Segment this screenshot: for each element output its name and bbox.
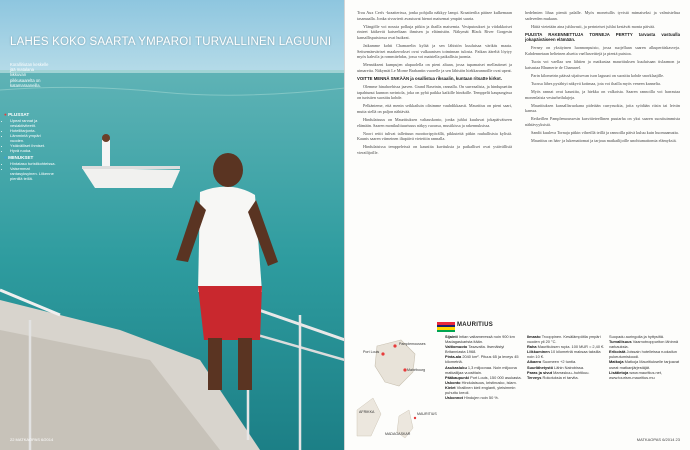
fact-label: Lisätietoja — [609, 369, 630, 375]
right-page — [345, 0, 690, 450]
plus-item: • Hotellitarjonta. — [10, 128, 56, 133]
pluses-title-text: PLUSSAT — [8, 112, 30, 117]
text-column-1 — [357, 10, 512, 310]
fact-label: Uskonnot — [445, 395, 465, 401]
factbox-title: MAURITIUS — [457, 322, 494, 328]
fact-label: Sijainti — [445, 334, 459, 339]
body-paragraph: Parin kilometrin päässä sijaitsevan ison laguuni on suosittu kohde snorklaajille. — [531, 72, 665, 78]
fact-text: 1,3 miljoonaa. Noin miljoona matkailijaa vuosittain. — [445, 364, 517, 375]
body-paragraph: Retkeillen Pamplemoussesin kasvitieteellinen puutarha on yksi saaren suosituimmista nähtävyyksistä. — [525, 116, 680, 127]
body-paragraph: Trou Aux Cerfs -kraatterissa, jonka pohjalla näkkyy lampi. Kraatterilta pääsee kulkemaan tasamaalla. Jonka sivuvierit avautuvat hienot maisemat ympäri saarta. — [357, 10, 512, 21]
text-column-2 — [525, 10, 680, 310]
body-paragraph: Noori reitit tulivat tallettuun moottoripyörällä, pikkuteitä pitkin rauhallisista kylistä. Kaunis saaren viimeinen iltapäivä vietettiin rannalla. — [357, 130, 512, 142]
fact-item — [445, 334, 523, 344]
fact-item — [445, 344, 523, 354]
fact-text: Marraskuu–huhtikuu. — [553, 369, 590, 375]
body-paragraph: hedelmien lihaa pientä palalle. Myös monetullis tyvistä mimaiseksi ja valmisteltua sadeveden mukaan. — [525, 10, 680, 21]
fact-text: Port Louis, 150 000 asukasta. — [470, 374, 522, 380]
fact-label: Asukasluku — [445, 364, 468, 370]
fact-text: Lähin Nairobissa. — [554, 364, 585, 370]
fact-text: Virallinen kieli englanti, yleisimmin puhuttu kreoli. — [445, 384, 516, 396]
fact-text: www.mauritius.net, www.tourism-mauritius.mu — [609, 369, 662, 380]
fact-item — [527, 334, 605, 344]
map-label-madagaskar: MADAGASKAR — [385, 432, 411, 436]
fact-label: Pinta-ala — [445, 354, 463, 360]
fact-text: Hindulaisuus, kristinusko, islam. — [461, 379, 517, 385]
fact-text: Rokotuksia ei tarvita. — [542, 374, 579, 380]
page-footer-left: 22 MATKAOPAS 6/2014 — [10, 437, 54, 442]
fact-text: Vaarnotnoppuriton lähinnä varkauksia. — [609, 339, 679, 350]
plus-item: • Lämmintä ympäri vuoden. — [10, 133, 56, 143]
location-map — [355, 332, 445, 440]
facts-column-1 — [445, 334, 523, 442]
facts-column-3 — [609, 334, 681, 434]
body-paragraph: Pelkänteme, että menin seikkailuin olisimme vauhdikkaasti. Mauritius on pieni saari, mutta siellä on paljon nähtävää. — [357, 103, 512, 114]
minuses-title — [4, 155, 56, 160]
fact-label: Ilmasto — [527, 334, 542, 339]
fact-text: Joissain hotelleissa ruokailun pukeutumiskoodi. — [609, 349, 677, 360]
fact-label: Uskonto — [445, 379, 462, 385]
fact-text: Hindujen noin 50 %. — [464, 395, 499, 401]
minuses-title-text: MIINUKSET — [8, 155, 34, 160]
fact-item — [445, 395, 523, 400]
fact-label: Raha — [527, 344, 538, 350]
mauritius-flag — [437, 322, 455, 332]
fact-text: 10 kilometriä maksaa taksilla noin 10 €. — [527, 349, 601, 360]
pros-cons-box — [4, 110, 56, 181]
body-paragraph: Mauritiuksen kansallisruokana pidetään curryruokia, joita syödään riisin tai leivän kanssa. — [525, 102, 680, 114]
fact-label: Pääkaupunki — [445, 374, 471, 380]
plus-item: • Hyvä ruoka. — [10, 148, 56, 153]
fact-label: Terveys — [527, 374, 543, 380]
fact-label: Erikoistä — [609, 349, 627, 355]
body-paragraph: Myös rannat ovat kauniita, ja hiekka on valkoista. Saaren rannoilla voi harrastaa monenlaisia vesiurheilulajeja. — [525, 89, 680, 100]
pluses-list — [4, 118, 56, 153]
fact-item — [445, 354, 523, 364]
fact-text: 2040 km². Pituus 65 ja leveys 45 kilometriä. — [445, 354, 519, 365]
body-paragraph: Olemme hinahoehissa jaaven. Grand Baseinin, rannalla. On surreaalista, ja hindupuetiin tapahtunut kunnon ravintola, joka on pyhä paikka kaikille hinduille. Temppelit kaupungissa on turistien suosittu kohde. — [357, 84, 512, 101]
body-paragraph: Ylängölle voi nousta polkuja pitkin ja ihailla maisemia. Vesiputoukset ja viidakkoiset rinteet kätkevät katseeltaan ihmisen ja eläimistön. Näkymät Black River Gorgesin kansallispuistossa ovat huikeat. — [357, 23, 512, 40]
minus-item: • Vaisemmat rantasyksyinen. Liikenne pienillä teillä. — [10, 166, 56, 181]
facts-column-2 — [527, 334, 605, 442]
fact-label: Liikkuminen — [527, 349, 551, 355]
body-paragraph: Hindulaisissa temppeleissä on kauniita kuvituksia ja paikalliset ovat ystävällisiä vierailijoille. — [357, 144, 512, 155]
map-label-mauritius: MAURITIUS — [417, 412, 437, 416]
body-paragraph: Mennäkseni kumpujen alapuolella on pieni altaan, jossa tupamaiset mellastimet ja uimareita. Näkymät Le Morne Brabantin vuorelle ja sen lähistön hiekkarannoille ovat upeat. — [357, 62, 512, 73]
section-subheading: PUUSTA RAKENNETTUJA TORNEJA PERTTY tarvasta vastuulla jokapäiväiseen elämään. — [525, 31, 680, 43]
minus-icon: ● — [4, 155, 7, 160]
plus-item: • Ystävälliset ihmiset. — [10, 143, 56, 148]
body-paragraph: Hindulaisuus on Mauritiuksen valtauskonto, jonka juhlat kuuluvat jokapäiväiseen elämään. Saaren monikulttuurisuus näkyy ruoassa, musiikissa ja rakennuksissa. — [357, 117, 512, 128]
fact-text: Intian valtameressä noin 900 km Madagaskarista itään. — [445, 334, 515, 345]
page-footer-right: MATKAOPAS 6/2014 23 — [636, 437, 680, 442]
photo-caption: Koralliriutan keskelle jää matalana liikkuvan pikkusaarelta on katamaraaneilla. — [10, 62, 49, 88]
fact-text: Suopadu auringolla ja hyttysiltä. — [609, 334, 664, 339]
fact-text: Matkoja Mauritiukselle tarjoavat useat matkanjärjestäjät. — [609, 359, 680, 370]
fact-label: Paras ja sivut — [527, 369, 554, 375]
map-label-mahebourg: Mahébourg — [407, 368, 426, 372]
map-label-pamplemousses: Pamplemousses — [399, 342, 426, 346]
fact-item — [527, 349, 605, 359]
fact-text: Trooppinen. Kesälämpötila ympäri vuoden yli 20 °C. — [527, 334, 601, 345]
fact-item — [609, 359, 681, 369]
fact-item — [609, 349, 681, 359]
body-paragraph: Ferney on yksityinen luonnonpuisto, jossa suojellaan saaren alkuperäiskasveja. Kahdennetaan helteinen aluetta vaellusreittejä ja pientä puistoa. — [525, 45, 680, 57]
fact-label: Matkoja — [609, 359, 625, 365]
map-label-port-louis: Port Louis — [363, 350, 380, 354]
body-paragraph: Mauritius on hän- ja lukemattomat ja tarjoaa matkailijoille unohtumattomia elämyksiä. — [531, 138, 677, 144]
minuses-list — [4, 161, 56, 181]
section-subheading: VOITTE MENNÄ SNKÄÄN ja osallistua riksaalin, kuntaan ritsatte kirkot. — [357, 75, 502, 81]
body-paragraph: Jatkamme kohti Chamarelin kylää ja sen lähistön kuuluisaa värikäs maata. Seitsemänväriset maakerrokset ovat vulkaanisen toiminnan tulosta. Paikan ääreltä löytyy myös kahvila ja rommitehdas, jossa voi maistella paikallisia juomia. — [357, 42, 512, 60]
body-paragraph: Tuossa lähes pysähtyi näkyvä kotimaa, jota voi ihailla myös veneen kannelta. — [531, 80, 661, 86]
fact-text: Tasavalta. Itsenäistyi Britanniasta 1968. — [445, 344, 505, 355]
fact-label: Aikaero — [527, 359, 543, 365]
fact-item — [609, 339, 681, 349]
fact-label: Valtiomuoto — [445, 344, 469, 350]
pluses-title — [4, 112, 56, 117]
article-headline: LAHES KOKO SAARTA YMPAROI TURVALLINEN LAGUUNI — [10, 36, 332, 48]
minus-item: • Hintataso turistikohteissa. — [10, 161, 56, 166]
fact-item — [527, 375, 605, 380]
body-paragraph: Tuota voi vaellaa sen lähtien ja matkustaa mauritiuksen kuuluisaan tislaamon ja katsastaa Rhumerie de Chamarel. — [525, 59, 680, 70]
fact-label: Suurlähetystö — [527, 364, 555, 370]
fact-item — [609, 370, 681, 380]
fact-label: Kielet — [445, 384, 457, 390]
body-paragraph: Häitä vietetään aina juhlavasti, ja perinteiset juhlat kestävät monta päivää. — [531, 23, 656, 29]
fact-item — [445, 365, 523, 375]
fact-label: Turvallisuus — [609, 339, 633, 345]
body-paragraph: Sandit kuuleva Tornaja pitkin vihreillä teillä ja rannoilla päivä kuluu kuin huomaamatta. — [531, 130, 679, 136]
fact-text: Suomeen +2 tuntia. — [542, 359, 577, 365]
map-label-afrikka: AFRIKKA — [359, 410, 375, 414]
plus-icon: ● — [4, 112, 7, 117]
fact-text: Mauritiuksen rupia. 100 MUR = 2,40 €. — [537, 344, 605, 350]
fact-item — [445, 385, 523, 395]
plus-item: • Upeat rannat ja vesiaktiviteetit. — [10, 118, 56, 128]
